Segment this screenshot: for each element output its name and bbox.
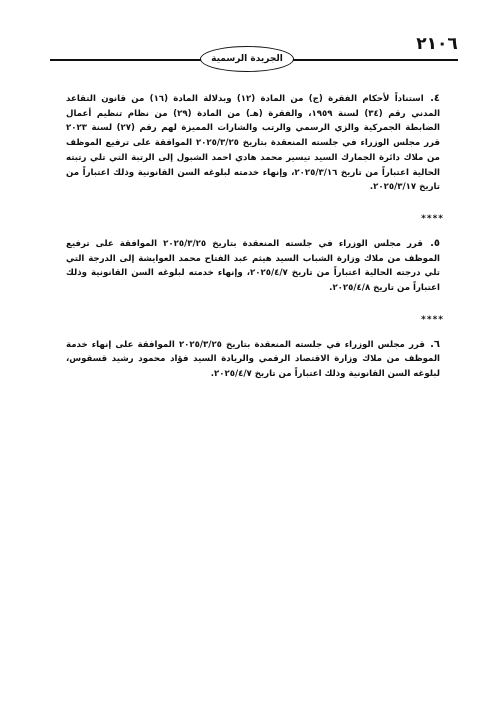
page-number: ٢١٠٦ [416,34,458,54]
decision-text: قرر مجلس الوزراء في جلسته المنعقدة بتاريخ ٢٠٢٥/٣/٢٥ الموافقة على ترفيع الموظف من ملاك وزارة الشباب السيد هيثم عبد الفتاح محمد العوايشة إلى الدرجة التي تلي درجته الحالية اعتباراً من تاريخ ٢٠٢٥/٤/٧، وإنهاء خدمته لبلوغه السن القانونية وذلك اعتباراً من تاريخ ٢٠٢٥/٤/٨. [66,238,440,294]
decision-item-6 [66,338,444,382]
decision-text: قرر مجلس الوزراء في جلسته المنعقدة بتاريخ ٢٠٢٥/٣/٢٥ الموافقة على إنهاء خدمة الموظف من ملاك وزارة الاقتصاد الرقمي والريادة السيد فؤاد محمود رشيد قسقوس، لبلوغه السن القانونية وذلك اعتباراً من تاريخ ٢٠٢٥/٤/٧. [66,339,440,380]
decision-number: ٦. [430,338,440,350]
section-separator: **** [421,213,444,224]
gazette-title: الجريدة الرسمية [211,54,283,64]
decision-item-5 [66,237,444,296]
decision-text: استناداً لأحكام الفقرة (ج) من المادة (١٢) وبدلالة المادة (١٦) من قانون التقاعد المدني رقم (٣٤) لسنة ١٩٥٩، والفقرة (هـ) من المادة (٢٩) من نظام تنظيم أعمال الضابطة الجمركية والزي الرسمي والرتب والشارات المميزة لهم رقم (٢٧) لسنة ٢٠٢٣ قرر مجلس الوزراء في جلسته المنعقدة بتاريخ ٢٠٢٥/٣/٢٥ الموافقة على ترفيع الموظف من ملاك دائرة الجمارك السيد تيسير محمد هادي احمد الشبول إلى الرتبة التي تلي رتبته الحالية اعتباراً من تاريخ ٢٠٢٥/٣/١٦، وإنهاء خدمته لبلوغه السن القانونية وذلك اعتباراً من تاريخ ٢٠٢٥/٣/١٧. [66,94,441,193]
decision-number: ٥. [430,237,440,249]
section-separator: **** [421,314,444,325]
gazette-title-badge [200,46,294,72]
decisions-body [66,92,444,382]
decision-number: ٤. [430,93,440,104]
decision-item-4 [66,92,444,195]
